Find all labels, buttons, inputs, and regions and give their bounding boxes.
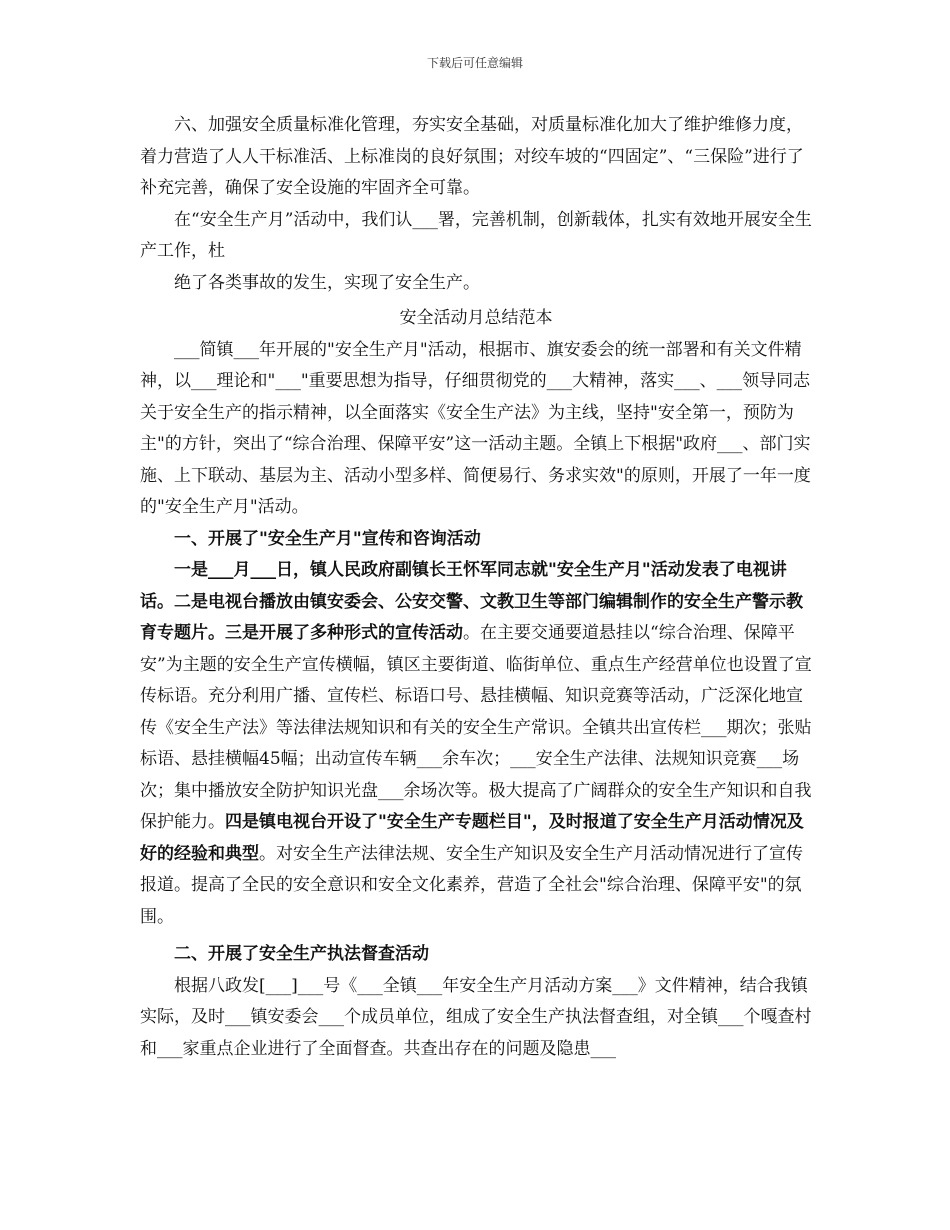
document-body — [140, 110, 812, 1065]
section-one-bold-four: 四是镇电视台开设了"安全生产专题栏目"，及时报道了安全生产月活动情况及好的经验和典型 — [140, 812, 804, 864]
section-one-bold-lead: 一是___月___日，镇人民政府副镇长王怀军同志就"安全生产月"活动发表了电视讲话。二是电视台播放由镇安委会、公安交警、文教卫生等部门编辑制作的安全生产警示教育专题片。三是开展了多种形式的宣传活动 — [140, 560, 803, 643]
paragraph-section-one-body — [140, 555, 812, 933]
paragraph-section-two-body: 根据八政发[___]___号《___全镇___年安全生产月活动方案___》文件精神，结合我镇实际，及时___镇安委会___个成员单位，组成了安全生产执法督查组，对全镇___个嘎查村和___家重点企业进行了全面督查。共查出存在的问题及隐患___ — [140, 975, 812, 1059]
section-one-heading: 一、开展了"安全生产月"宣传和咨询活动 — [174, 528, 481, 549]
paragraph-conclusion: 绝了各类事故的发生，实现了安全生产。 — [174, 272, 480, 293]
paragraph-safety-month: 在“安全生产月”活动中，我们认___署，完善机制，创新载体，扎实有效地开展安全生产工作，杜 — [140, 209, 812, 261]
paragraph-section-six: 六、加强安全质量标准化管理，夯实安全基础，对质量标准化加大了维护维修力度，着力营造了人人干标准活、上标准岗的良好氛围；对绞车坡的“四固定”、“三保险”进行了补充完善，确保了安全设施的牢固齐全可靠。 — [140, 115, 804, 198]
document-title: 安全活动月总结范本 — [399, 308, 553, 328]
paragraph-intro: ___简镇___年开展的"安全生产月"活动，根据市、旗安委会的统一部署和有关文件精神，以___理论和"___"重要思想为指导，仔细贯彻党的___大精神，落实___、___领导同志关于安全生产的指示精神，以全面落实《安全生产法》为主线，坚持"安全第一，预防为主"的方针，突出了“综合治理、保障平安”这一活动主题。全镇上下根据"政府___、部门实施、上下联动、基层为主、活动小型多样、简便易行、务求实效"的原则，开展了一年一度的"安全生产月"活动。 — [140, 339, 811, 517]
page-header-note: 下载后可任意编辑 — [426, 56, 523, 70]
section-one-text-b: 。对安全生产法律法规、安全生产知识及安全生产月活动情况进行了宣传报道。提高了全民的安全意识和安全文化素养，营造了全社会"综合治理、保障平安"的氛围。 — [140, 843, 803, 927]
section-two-heading: 二、开展了安全生产执法督查活动 — [174, 944, 429, 964]
section-one-text-a: 。在主要交通要道悬挂以“综合治理、保障平安”为主题的安全生产宣传横幅，镇区主要街道、临街单位、重点生产经营单位也设置了宣传标语。充分利用广播、宣传栏、标语口号、悬挂横幅、知识竞赛等活动，广泛深化地宣传《安全生产法》等法律法规知识和有关的安全生产常识。全镇共出宣传栏___期次；张贴标语、悬挂横幅45幅；出动宣传车辆___余车次；___安全生产法律、法规知识竞赛___场次；集中播放安全防护知识光盘___余场次等。极大提高了广阔群众的安全生产知识和自我保护能力。 — [140, 623, 812, 832]
